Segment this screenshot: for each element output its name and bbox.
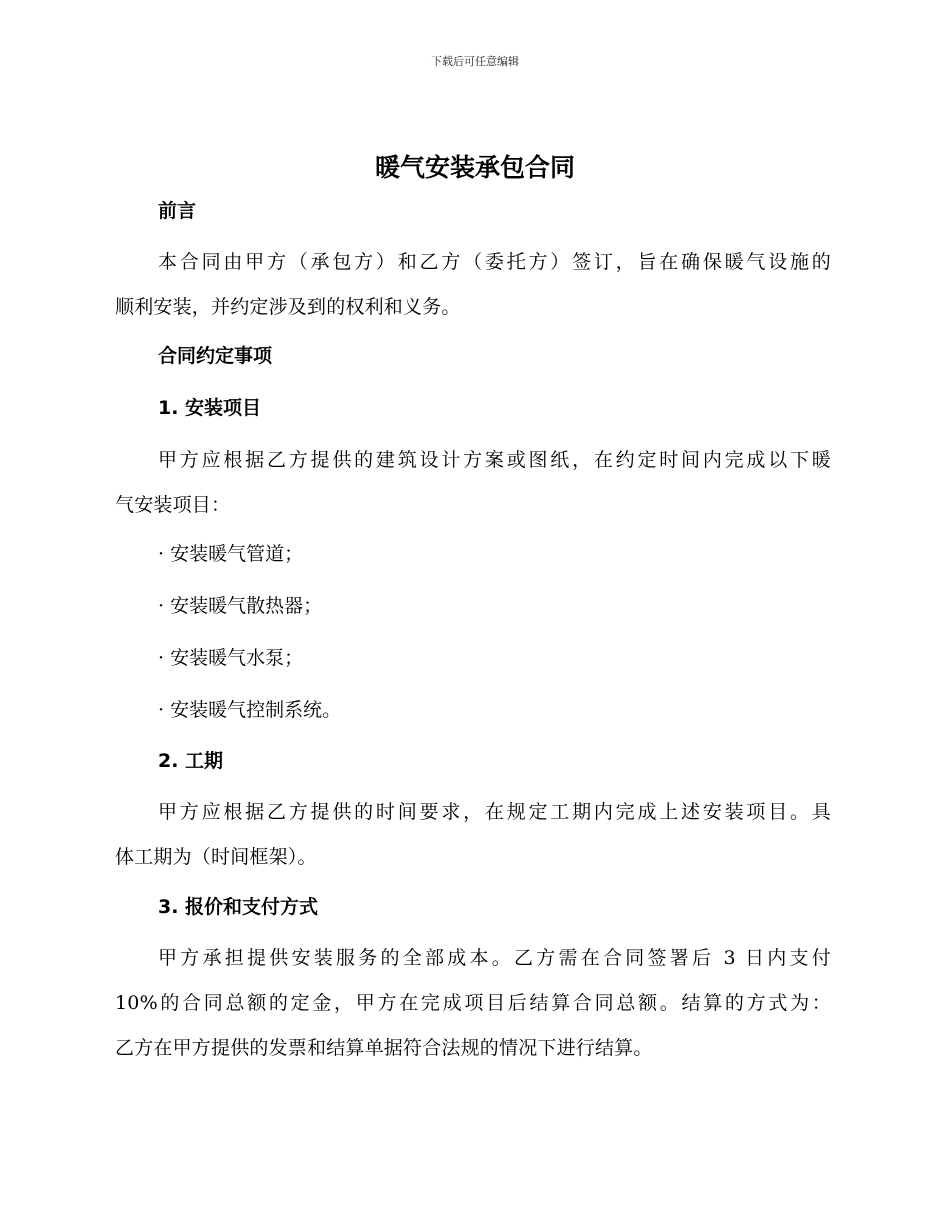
section-3-line-1: 甲方承担提供安装服务的全部成本。乙方需在合同签署后 3 日内支付 — [158, 947, 831, 969]
section-1-paragraph — [115, 438, 831, 528]
preface-line-1: 本合同由甲方（承包方）和乙方（委托方）签订，旨在确保暖气设施的 — [158, 251, 831, 273]
list-item: · 安装暖气控制系统。 — [158, 699, 342, 721]
list-item: · 安装暖气管道； — [158, 543, 304, 565]
list-item: · 安装暖气水泵； — [158, 647, 304, 669]
preface-heading: 前言 — [158, 200, 197, 222]
section-3-paragraph — [115, 936, 831, 1071]
section-1-line-1: 甲方应根据乙方提供的建筑设计方案或图纸，在约定时间内完成以下暖 — [158, 449, 831, 471]
terms-heading: 合同约定事项 — [158, 345, 273, 367]
section-2-paragraph — [115, 790, 831, 880]
section-1-line-2: 气安装项目： — [115, 494, 231, 516]
section-3-heading: 3. 报价和支付方式 — [158, 896, 319, 918]
section-3-line-3: 乙方在甲方提供的发票和结算单据符合法规的情况下进行结算。 — [115, 1037, 653, 1059]
preface-line-2: 顺利安装，并约定涉及到的权利和义务。 — [115, 296, 461, 318]
section-3-line-2: 10%的合同总额的定金，甲方在完成项目后结算合同总额。结算的方式为： — [115, 992, 831, 1014]
list-item: · 安装暖气散热器； — [158, 595, 323, 617]
page-header-note: 下载后可任意编辑 — [431, 55, 519, 68]
section-2-heading: 2. 工期 — [158, 750, 224, 772]
document-title: 暖气安装承包合同 — [374, 153, 575, 182]
section-2-line-1: 甲方应根据乙方提供的时间要求，在规定工期内完成上述安装项目。具 — [158, 801, 831, 823]
section-2-line-2: 体工期为（时间框架）。 — [115, 846, 317, 868]
section-1-heading: 1. 安装项目 — [158, 397, 262, 419]
preface-paragraph — [115, 240, 831, 330]
